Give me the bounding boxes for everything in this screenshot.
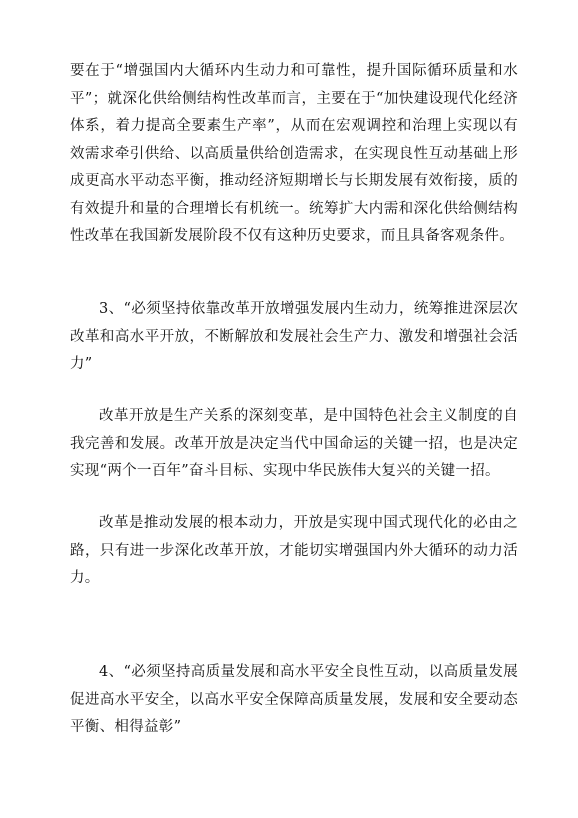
paragraph-reform-opening-significance: 改革开放是生产关系的深刻变革，是中国特色社会主义制度的自我完善和发展。改革开放是决定当代中国命运的关键一招，也是决定实现“两个一百年”奋斗目标、实现中华民族伟大复兴的关键一招。	[70, 408, 518, 479]
paragraph-reform-driving-force: 改革是推动发展的根本动力，开放是实现中国式现代化的必由之路，只有进一步深化改革开放，才能切实增强国内外大循环的动力活力。	[70, 515, 518, 586]
heading-point-3-reform-opening: 3、“必须坚持依靠改革开放增强发展内生动力，统筹推进深层次改革和高水平开放，不断解放和发展社会生产力、激发和增强社会活力”	[70, 301, 518, 372]
paragraph-supply-side-reform: 要在于“增强国内大循环内生动力和可靠性，提升国际循环质量和水平”；就深化供给侧结构性改革而言，主要在于“加快建设现代化经济体系，着力提高全要素生产率”，从而在宏观调控和治理上实现以有效需求牵引供给、以高质量供给创造需求，在实现良性互动基础上形成更高水平动态平衡，推动经济短期增长与长期发展有效衔接，质的有效提升和量的合理增长有机统一。统筹扩大内需和深化供给侧结构性改革在我国新发展阶段不仅有这种历史要求，而且具备客观条件。	[70, 63, 518, 244]
heading-point-4-development-security: 4、“必须坚持高质量发展和高水平安全良性互动，以高质量发展促进高水平安全，以高水平安全保障高质量发展，发展和安全要动态平衡、相得益彰”	[70, 664, 518, 735]
